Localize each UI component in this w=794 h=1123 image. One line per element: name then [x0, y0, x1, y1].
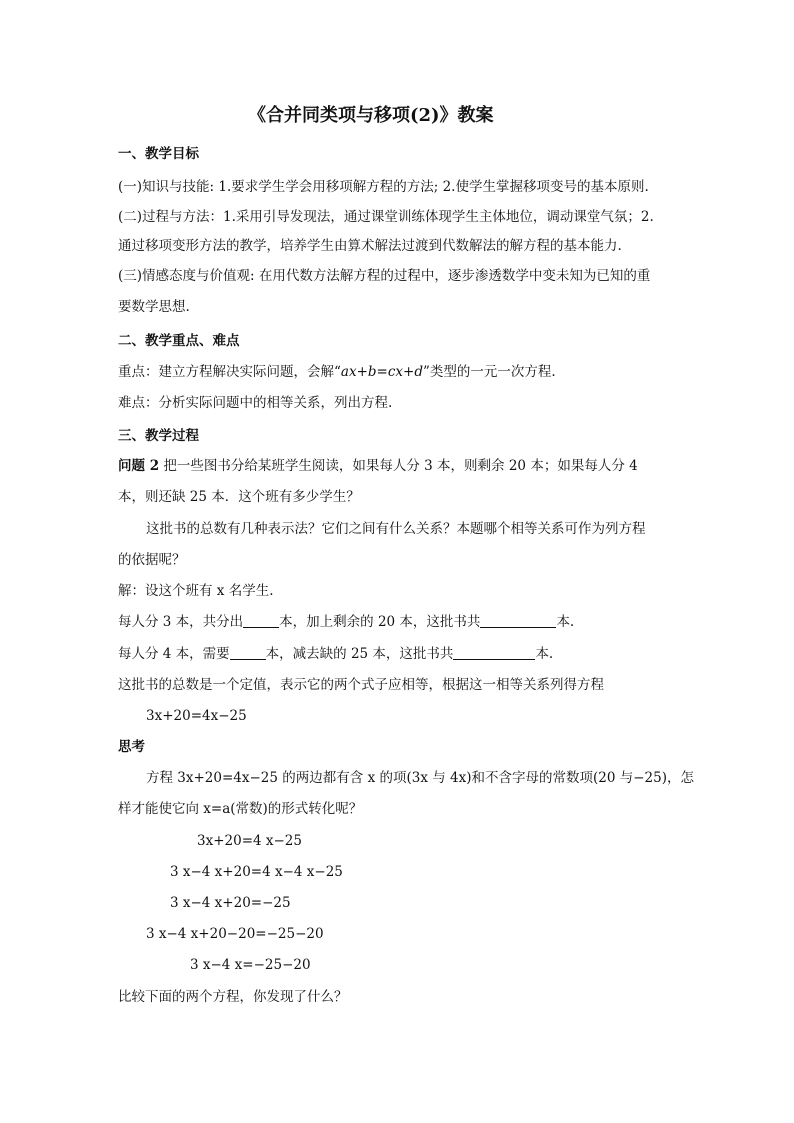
key-point-suffix: ”类型的一元一次方程.	[422, 364, 556, 380]
question-2-line2: 本，则还缺 25 本．这个班有多少学生？	[118, 489, 360, 505]
prompt-line2: 的依据呢？	[118, 552, 186, 568]
equation-main: 3x+20=4x−25	[146, 708, 247, 724]
question-label: 问题 2	[118, 458, 160, 474]
key-point	[118, 362, 556, 382]
goal-process-line1: (二)过程与方法：1.采用引导发现法，通过课堂训练体现学生主体地位，调动课堂气氛；2.	[118, 209, 654, 225]
fill2-blank-b[interactable]	[453, 645, 535, 660]
fill2-text-b: 本，减去缺的 25 本，这批书共	[265, 646, 454, 662]
section-heading-process: 三、教学过程	[118, 428, 199, 444]
difficult-point: 难点：分析实际问题中的相等关系，列出方程.	[118, 395, 393, 411]
goal-process-line2: 通过移项变形方法的教学，培养学生由算术解法过渡到代数解法的解方程的基本能力.	[118, 238, 622, 254]
question-text: 把一些图书分给某班学生阅读，如果每人分 3 本，则剩余 20 本；如果每人分 4	[159, 458, 638, 474]
fill1-blank-a[interactable]	[243, 613, 279, 628]
key-point-equation: ax+b=cx+d	[340, 364, 423, 380]
think-line1: 方程 3x+20=4x−25 的两边都有含 x 的项(3x 与 4x)和不含字母的常数项(20 与−25)，怎	[146, 770, 694, 786]
total-statement: 这批书的总数是一个定值，表示它的两个式子应相等，根据这一相等关系列得方程	[118, 677, 604, 693]
fill-line-2	[118, 644, 553, 664]
key-point-prefix: 重点：建立方程解决实际问题，会解“	[118, 364, 341, 380]
think-heading: 思考	[118, 739, 145, 755]
step-3: 3 x−4 x+20=−25	[170, 895, 291, 911]
fill2-blank-a[interactable]	[230, 645, 266, 660]
step-2: 3 x−4 x+20=4 x−4 x−25	[170, 864, 343, 880]
document-title: 《合并同类项与移项(2)》教案	[248, 105, 494, 126]
prompt-line1: 这批书的总数有几种表示法？它们之间有什么关系？本题哪个相等关系可作为列方程	[146, 521, 646, 537]
section-heading-keypoints: 二、教学重点、难点	[118, 333, 240, 349]
think-line2: 样才能使它向 x=a(常数)的形式转化呢？	[118, 801, 363, 817]
solution-setup: 解：设这个班有 x 名学生.	[118, 583, 274, 599]
compare-prompt: 比较下面的两个方程，你发现了什么？	[118, 989, 348, 1005]
fill1-text-b: 本，加上剩余的 20 本，这批书共	[279, 614, 481, 630]
goal-attitude-line2: 要数学思想.	[118, 299, 190, 315]
step-1: 3x+20=4 x−25	[197, 833, 302, 849]
fill1-text-a: 每人分 3 本，共分出	[118, 614, 244, 630]
goal-knowledge: (一)知识与技能: 1.要求学生学会用移项解方程的方法; 2.使学生掌握移项变号的基本原则.	[118, 179, 649, 195]
fill1-blank-b[interactable]	[480, 613, 556, 628]
section-heading-goals: 一、教学目标	[118, 146, 199, 162]
fill-line-1	[118, 612, 574, 632]
step-4: 3 x−4 x+20−20=−25−20	[146, 926, 324, 942]
step-5: 3 x−4 x=−25−20	[190, 957, 311, 973]
fill2-text-a: 每人分 4 本，需要	[118, 646, 230, 662]
fill2-text-c: 本.	[535, 646, 554, 662]
fill1-text-c: 本.	[556, 614, 575, 630]
goal-attitude-line1: (三)情感态度与价值观: 在用代数方法解方程的过程中，逐步渗透数学中变未知为已知的重	[118, 268, 651, 284]
question-2-line1	[118, 456, 638, 476]
